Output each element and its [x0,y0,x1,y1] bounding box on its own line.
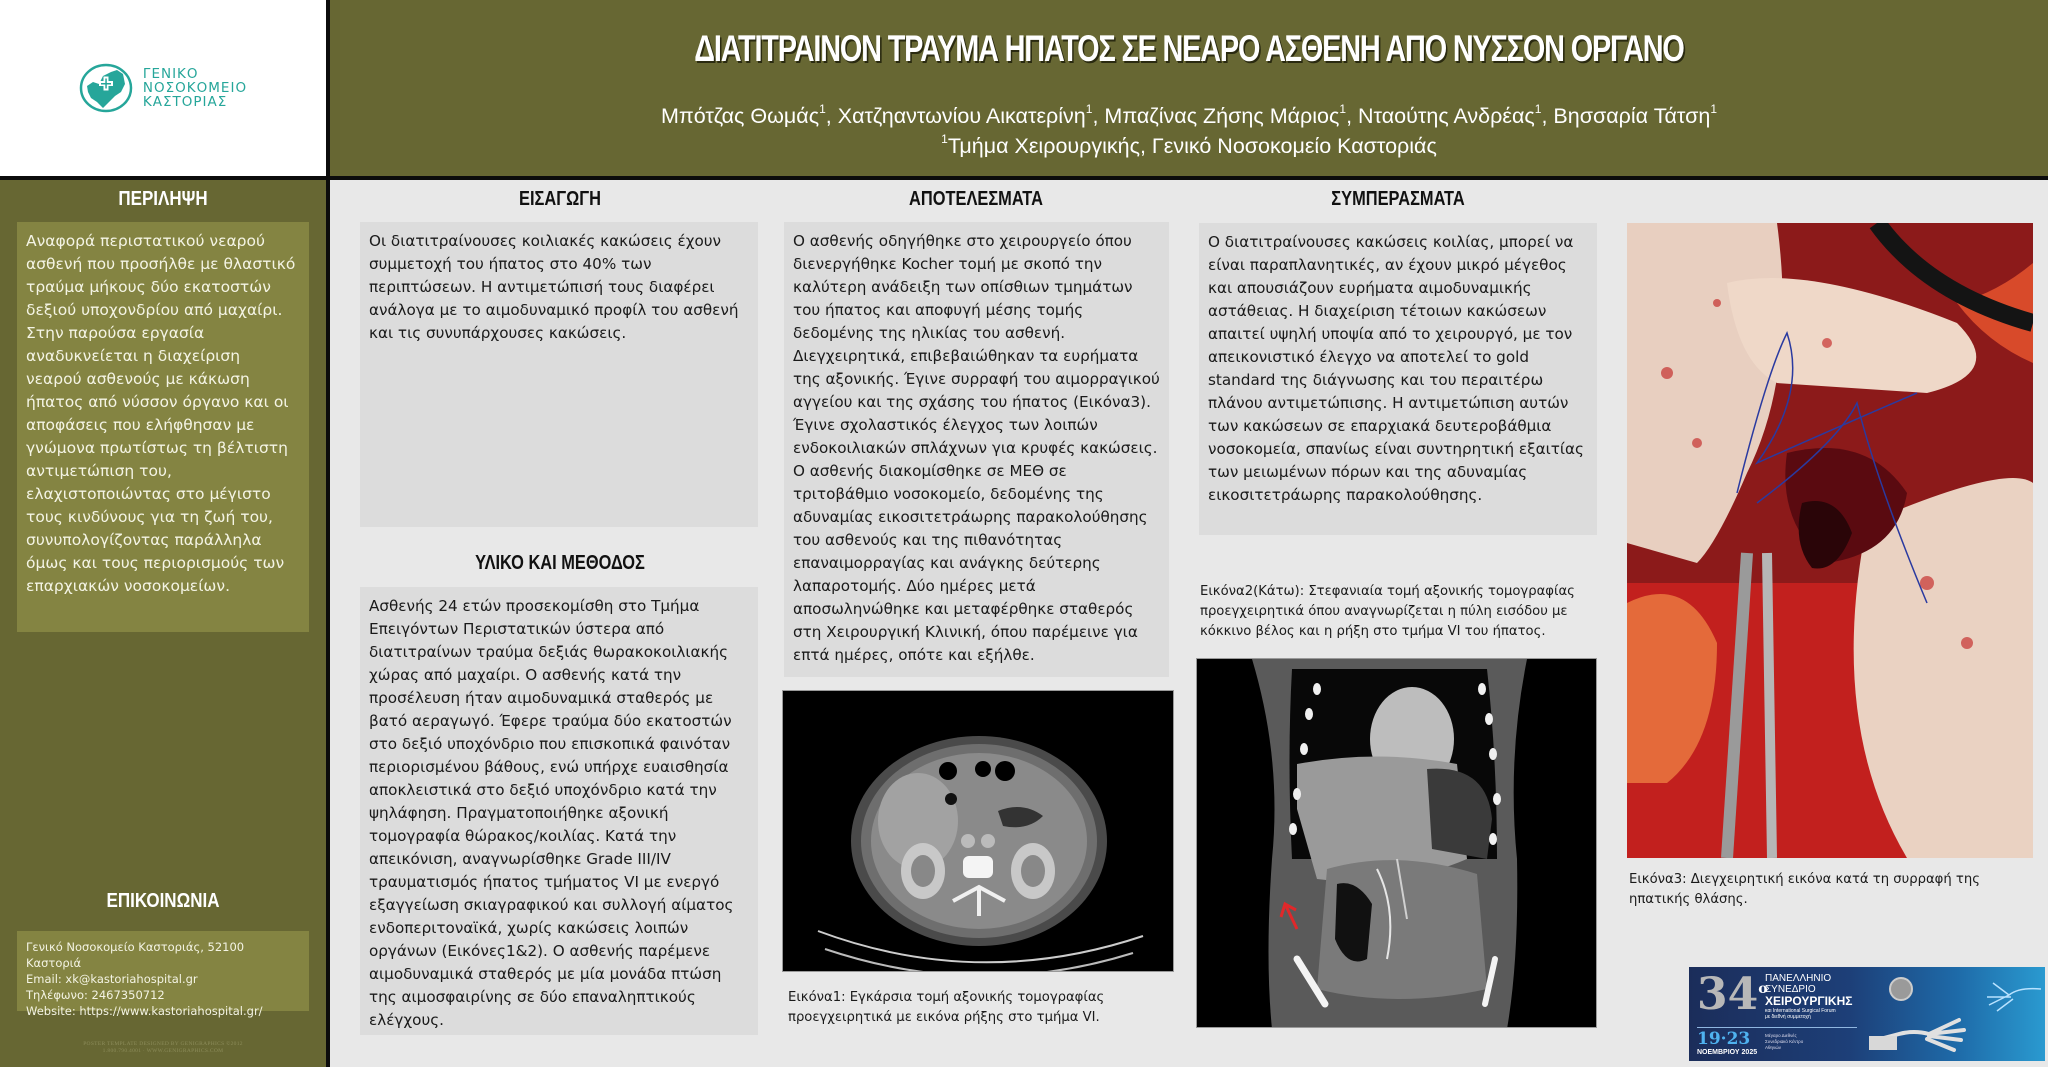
banner-month-year: ΝΟΕΜΒΡΙΟΥ 2025 [1697,1049,1758,1056]
introduction-heading: ΕΙΣΑΓΩΓΗ [519,188,601,210]
abstract-text: Αναφορά περιστατικού νεαρού ασθενή που προσήλθε με θλαστικό τραύμα μήκους δύο εκατοστών δεξιού υποχονδρίου από μαχαίρι. Στην παρούσα εργασία αναδυκνείεται η διαχείριση νεαρού ασθενούς με κάκωση ήπατος από νύσσον όργανο και οι αποφάσεις που ελήφθησαν με γνώμονα πρωτίστως τη βέλτιστη αντιμετώπιση του, ελαχιστοποιώντας στο μέγιστο τους κινδύνους για τη ζωή του, συνυπολογίζοντας παράλληλα όμως και τους περιορισμούς των επαρχιακών νοσοκομείων. [17,222,309,632]
poster-title: ΔΙΑΤΙΤΡΑΙΝΟΝ ΤΡΑΥΜΑ ΗΠΑΤΟΣ ΣΕ ΝΕΑΡΟ ΑΣΘΕΝΗ ΑΠΟ ΝΥΣΣΟΝ ΟΡΓΑΝΟ [694,28,1684,69]
logo-area [0,0,326,176]
banner-divider [1697,1027,1857,1028]
template-credit-line: 1.800.790.4001 · WWW.GENIGRAPHICS.COM [102,1048,224,1054]
banner-line: ΠΑΝΕΛΛΗΝΙΟ [1765,973,1832,984]
banner-venue-line: Αθηνών [1765,1045,1782,1050]
introduction-text: Οι διατιτραίνουσες κοιλιακές κακώσεις έχουν συμμετοχή του ήπατος στο 40% των περιπτώσεων. Η αντιμετώπισή τους διαφέρει ανάλογα με το αιμοδυναμικό προφίλ του ασθενή και τις συνυπάρχουσες κακώσεις. [360,222,758,527]
sidebar [0,180,326,1067]
methods-text: Ασθενής 24 ετών προσεκομίσθη στο Τμήμα Επειγόντων Περιστατικών ύστερα από διατιτραίνων τραύμα δεξιάς θωρακοκοιλιακής χώρας από μαχαίρι. Ο ασθενής κατά την προσέλευση ήταν αιμοδυναμικά σταθερός με βατό αεραγωγό. Έφερε τραύμα δύο εκατοστών στο δεξιό υποχόνδριο που επισκοπικά φαινόταν περιορισμένου βάθους, ενώ υπήρχε ευαισθησία αποκλειστικά στο δεξιό υποχόνδριο κατά την ψηλάφηση. Πραγματοποιήθηκε αξονική τομογραφία θώρακος/κοιλίας. Κατά την απεικόνιση, αναγνωρίσθηκε Grade III/IV τραυματισμός ήπατος τμήματος VI με ενεργό εξαγγείωση σκιαγραφικού και συλλογή αίματος ενδοπεριτοναϊκά, χωρίς κακώσεις λοιπών οργάνων (Εικόνες1&2). Ο ασθενής παρέμενε αιμοδυναμικά σταθερός με μία μονάδα πτώση της αιμοσφαιρίνης σε δύο επαναληπτικούς ελέγχους. [360,587,758,1035]
author: Βησσαρία Τάτση$^1$ [1553,102,1717,128]
banner-line: με διεθνή συμμετοχή [1765,1014,1811,1020]
author: Χατζηαντωνίου Αικατερίνη$^1$ [837,102,1093,128]
logo-line: ΓΕΝΙΚΟ [142,66,199,82]
template-credit-line: POSTER TEMPLATE DESIGNED BY GENIGRAPHICS ©2012 [83,1041,243,1047]
contact-heading: ΕΠΙΚΟΙΝΩΝΙΑ [106,890,220,912]
figure1-caption: Εικόνα1: Εγκάρσια τομή αξονικής τομογραφίας προεγχειρητικά με εικόνα ρήξης στο τμήμα VI. [788,990,1105,1025]
sidebar-divider [326,0,330,1067]
banner-venue [1765,1033,1803,1051]
banner-dates: 19·23 [1697,1029,1751,1049]
results-text: Ο ασθενής οδηγήθηκε στο χειρουργείο όπου διενεργήθηκε Kocher τομή με σκοπό την καλύτερη ανάδειξη των οπίσθιων τμημάτων του ήπατος και αποφυγή μέσης τομής δεδομένης της ηλικίας του ασθενή. Διεγχειρητικά, επιβεβαιώθηκαν τα ευρήματα της αξονικής. Έγινε συρραφή του αιμορραγικού αγγείου και της σχάσης του ήπατος (Εικόνα3). Έγινε σχολαστικός έλεγχος των λοιπών ενδοκοιλιακών σπλάχνων για κρυφές κακώσεις. Ο ασθενής διακομίσθηκε σε ΜΕΘ σε τριτοβάθμιο νοσοκομείο, δεδομένης της αδυναμίας εικοσιτετράωρης παρακολούθησης του ασθενούς και της πιθανότητας επαναιμορραγίας και ανάγκης δεύτερης λαπαροτομής. Δύο ημέρες μετά αποσωληνώθηκε και μεταφέρθηκε σταθερός στη Χειρουργική Κλινική, όπου παρέμεινε για επτά ημέρες, οπότε και εξήλθε. [784,222,1169,677]
ct-coronal-image [1197,659,1597,1028]
contact-website: Website: https://www.kastoriahospital.gr/ [26,1004,263,1018]
hospital-logo-text [143,67,247,109]
banner-title [1765,973,1852,1020]
conclusions-heading: ΣΥΜΠΕΡΑΣΜΑΤΑ [1331,188,1465,210]
poster-header [330,0,2048,176]
contact-box [17,931,309,1018]
template-credit [0,1041,326,1055]
contact-phone: Τηλέφωνο: 2467350712 [26,988,165,1002]
wireframe-hand-icon [1979,975,2041,1015]
conference-banner [1689,967,2045,1061]
contact-address: Γενικό Νοσοκομείο Καστοριάς, 52100 Καστοριά [26,940,245,970]
figure1-ct-axial [782,690,1174,972]
hospital-map-cross-icon [79,62,135,114]
methods-heading: ΥΛΙΚΟ ΚΑΙ ΜΕΘΟΔΟΣ [475,552,645,574]
author: Νταούτης Ανδρέας$^1$ [1358,102,1542,128]
figure3-surgical-photo [1627,223,2033,858]
banner-venue-line: Συνεδριακό Κέντρο [1765,1039,1804,1044]
affiliation: $^1$Τμήμα Χειρουργικής, Γενικό Νοσοκομείο Καστοριάς [941,132,1437,158]
banner-line: ΣΥΝΕΔΡΙΟ [1765,984,1816,995]
figure3-caption: Εικόνα3: Διεγχειρητική εικόνα κατά τη συρραφή της ηπατικής θλάσης. [1629,872,1980,907]
university-seal-icon [1889,977,1913,1001]
logo-line: ΝΟΣΟΚΟΜΕΙΟ [142,80,248,96]
figure2-caption: Εικόνα2(Κάτω): Στεφανιαία τομή αξονικής τομογραφίας προεγχειρητικά όπου αναγνωρίζεται η πύλη εισόδου με κόκκινο βέλος και η ρήξη στο τμήμα VI του ήπατος. [1200,584,1575,639]
surgical-photo-image [1627,223,2033,858]
conclusions-text: Ο διατιτραίνουσες κακώσεις κοιλίας, μπορεί να είναι παραπλανητικές, αν έχουν μικρό μέγεθος και απουσιάζουν ευρήματα αιμοδυναμικής αστάθειας. Η διαχείριση τέτοιων κακώσεων απαιτεί υψηλή υποψία από το χειρουργό, με τον απεικονιστικό έλεγχο να αποτελεί το gold standard της διάγνωσης και του περαιτέρω πλάνου αντιμετώπισης. Η αντιμετώπιση αυτών των κακώσεων σε επαρχιακά δευτεροβάθμια νοσοκομεία, σπανίως είναι συντηρητική εξαιτίας των μειωμένων πόρων και της αδυναμίας εικοσιτετράωρης παρακολούθησης. [1199,223,1597,535]
figure2-ct-coronal [1196,658,1597,1028]
logo-line: ΚΑΣΤΟΡΙΑΣ [142,94,228,110]
banner-line: και International Surgical Forum [1765,1008,1836,1014]
author: Μπότζας Θωμάς$^1$ [661,102,826,128]
author-list: Μπότζας Θωμάς$^1$, Χατζηαντωνίου Αικατερίνη$^1$, Μπαζίνας Ζήσης Μάριος$^1$, Νταούτης Ανδρέας$^1$, Βησσαρία Τάτση$^1$ [661,102,1717,128]
hospital-logo [79,62,247,114]
results-heading: ΑΠΟΤΕΛΕΣΜΑΤΑ [909,188,1043,210]
ct-axial-image [783,691,1174,972]
banner-venue-line: Μέγαρο Διεθνές [1765,1033,1797,1038]
abstract-heading: ΠΕΡΙΛΗΨΗ [118,188,208,210]
contact-email: Email: xk@kastoriahospital.gr [26,972,198,986]
banner-line: ΧΕΙΡΟΥΡΓΙΚΗΣ [1765,994,1853,1008]
author: Μπαζίνας Ζήσης Μάριος$^1$ [1104,102,1347,128]
robot-hand-icon [1869,1012,1969,1057]
banner-number: $34^o$ [1697,969,1768,1020]
